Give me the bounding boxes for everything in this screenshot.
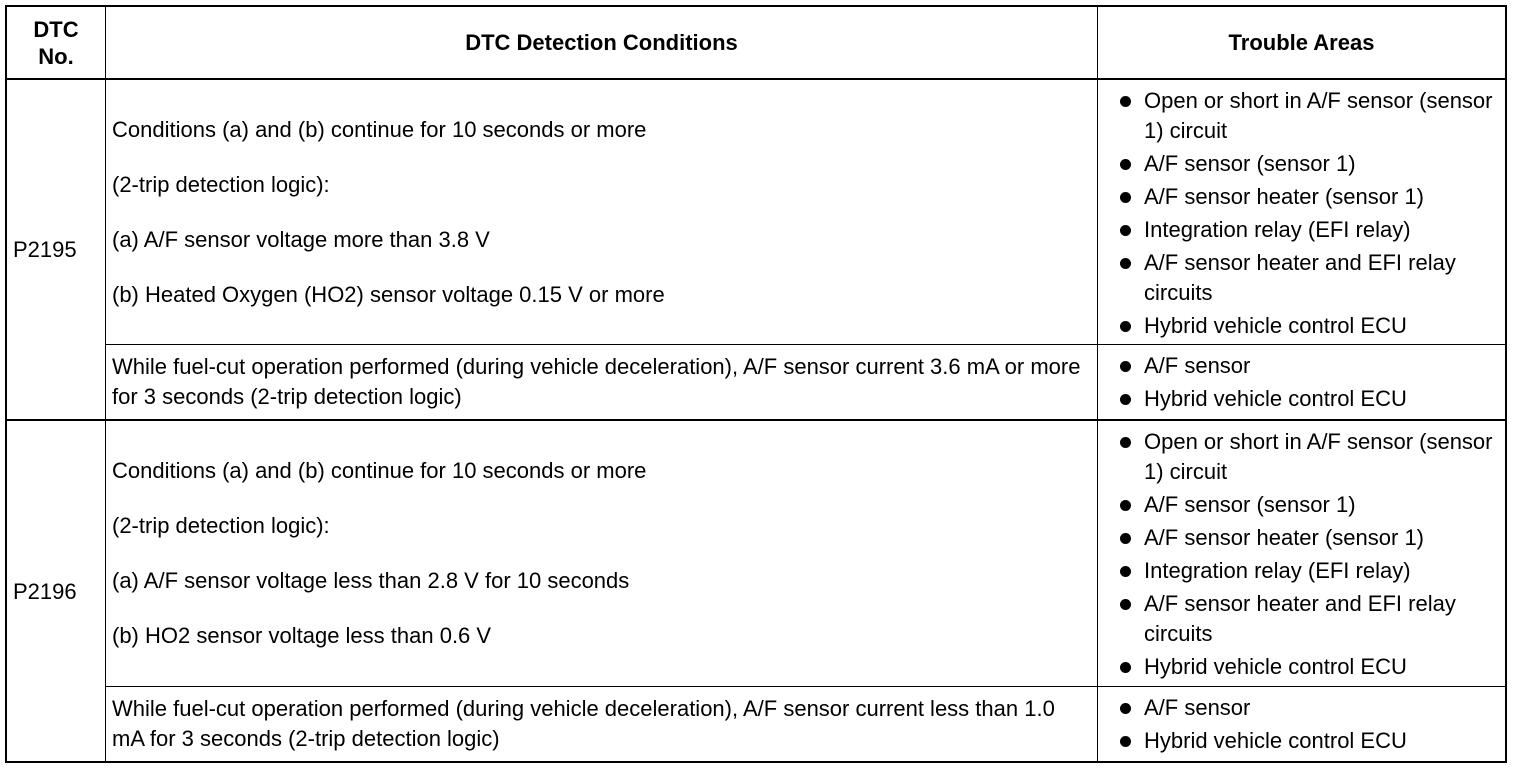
trouble-area-list: [1118, 693, 1499, 759]
detection-conditions-cell: [106, 421, 1097, 686]
header-dtc-no: DTC No.: [33, 16, 79, 69]
trouble-area-item: A/F sensor heater (sensor 1): [1118, 523, 1499, 553]
condition-line: (2-trip detection logic):: [112, 172, 330, 197]
trouble-area-item: Hybrid vehicle control ECU: [1118, 311, 1499, 341]
trouble-areas-cell: [1098, 421, 1505, 686]
dtc-code-p2195: P2195: [13, 236, 77, 262]
trouble-area-item: A/F sensor: [1118, 351, 1499, 381]
trouble-area-item: A/F sensor heater and EFI relay circuits: [1118, 589, 1499, 649]
condition-line: (2-trip detection logic):: [112, 513, 330, 538]
trouble-area-item: A/F sensor heater and EFI relay circuits: [1118, 248, 1499, 308]
trouble-areas-cell: [1098, 80, 1505, 344]
header-detection-conditions: DTC Detection Conditions: [465, 30, 738, 55]
fuel-cut-condition: While fuel-cut operation performed (during vehicle deceleration), A/F sensor current 3.6 mA or more for 3 seconds (2-trip detection logic): [112, 354, 1081, 409]
condition-line: (a) A/F sensor voltage more than 3.8 V: [112, 227, 490, 252]
trouble-area-item: A/F sensor heater (sensor 1): [1118, 182, 1499, 212]
trouble-area-item: Integration relay (EFI relay): [1118, 556, 1499, 586]
condition-line: (b) HO2 sensor voltage less than 0.6 V: [112, 623, 492, 648]
dtc-code-p2196: P2196: [13, 579, 77, 604]
header-trouble-areas: Trouble Areas: [1228, 30, 1375, 55]
condition-line: Conditions (a) and (b) continue for 10 seconds or more: [112, 458, 647, 483]
trouble-area-item: Open or short in A/F sensor (sensor 1) circuit: [1118, 427, 1499, 487]
trouble-area-item: Hybrid vehicle control ECU: [1118, 652, 1499, 682]
condition-line: Conditions (a) and (b) continue for 10 seconds or more: [112, 117, 647, 142]
fuel-cut-condition: While fuel-cut operation performed (during vehicle deceleration), A/F sensor current less than 1.0 mA for 3 seconds (2-trip detection logic): [112, 696, 1055, 751]
trouble-area-list: [1118, 86, 1499, 344]
trouble-area-item: Hybrid vehicle control ECU: [1118, 726, 1499, 756]
trouble-area-item: A/F sensor: [1118, 693, 1499, 723]
detection-conditions-cell: [106, 80, 1097, 344]
trouble-area-list: [1118, 427, 1499, 685]
trouble-area-item: Hybrid vehicle control ECU: [1118, 384, 1499, 414]
trouble-area-list: [1118, 351, 1499, 417]
condition-line: (a) A/F sensor voltage less than 2.8 V for 10 seconds: [112, 568, 630, 593]
trouble-area-item: A/F sensor (sensor 1): [1118, 149, 1499, 179]
trouble-areas-cell: [1098, 687, 1505, 761]
condition-line: (b) Heated Oxygen (HO2) sensor voltage 0.15 V or more: [112, 282, 665, 307]
trouble-area-item: Integration relay (EFI relay): [1118, 215, 1499, 245]
trouble-area-item: Open or short in A/F sensor (sensor 1) circuit: [1118, 86, 1499, 146]
trouble-areas-cell: [1098, 345, 1505, 419]
dtc-table: [5, 5, 1507, 763]
trouble-area-item: A/F sensor (sensor 1): [1118, 490, 1499, 520]
